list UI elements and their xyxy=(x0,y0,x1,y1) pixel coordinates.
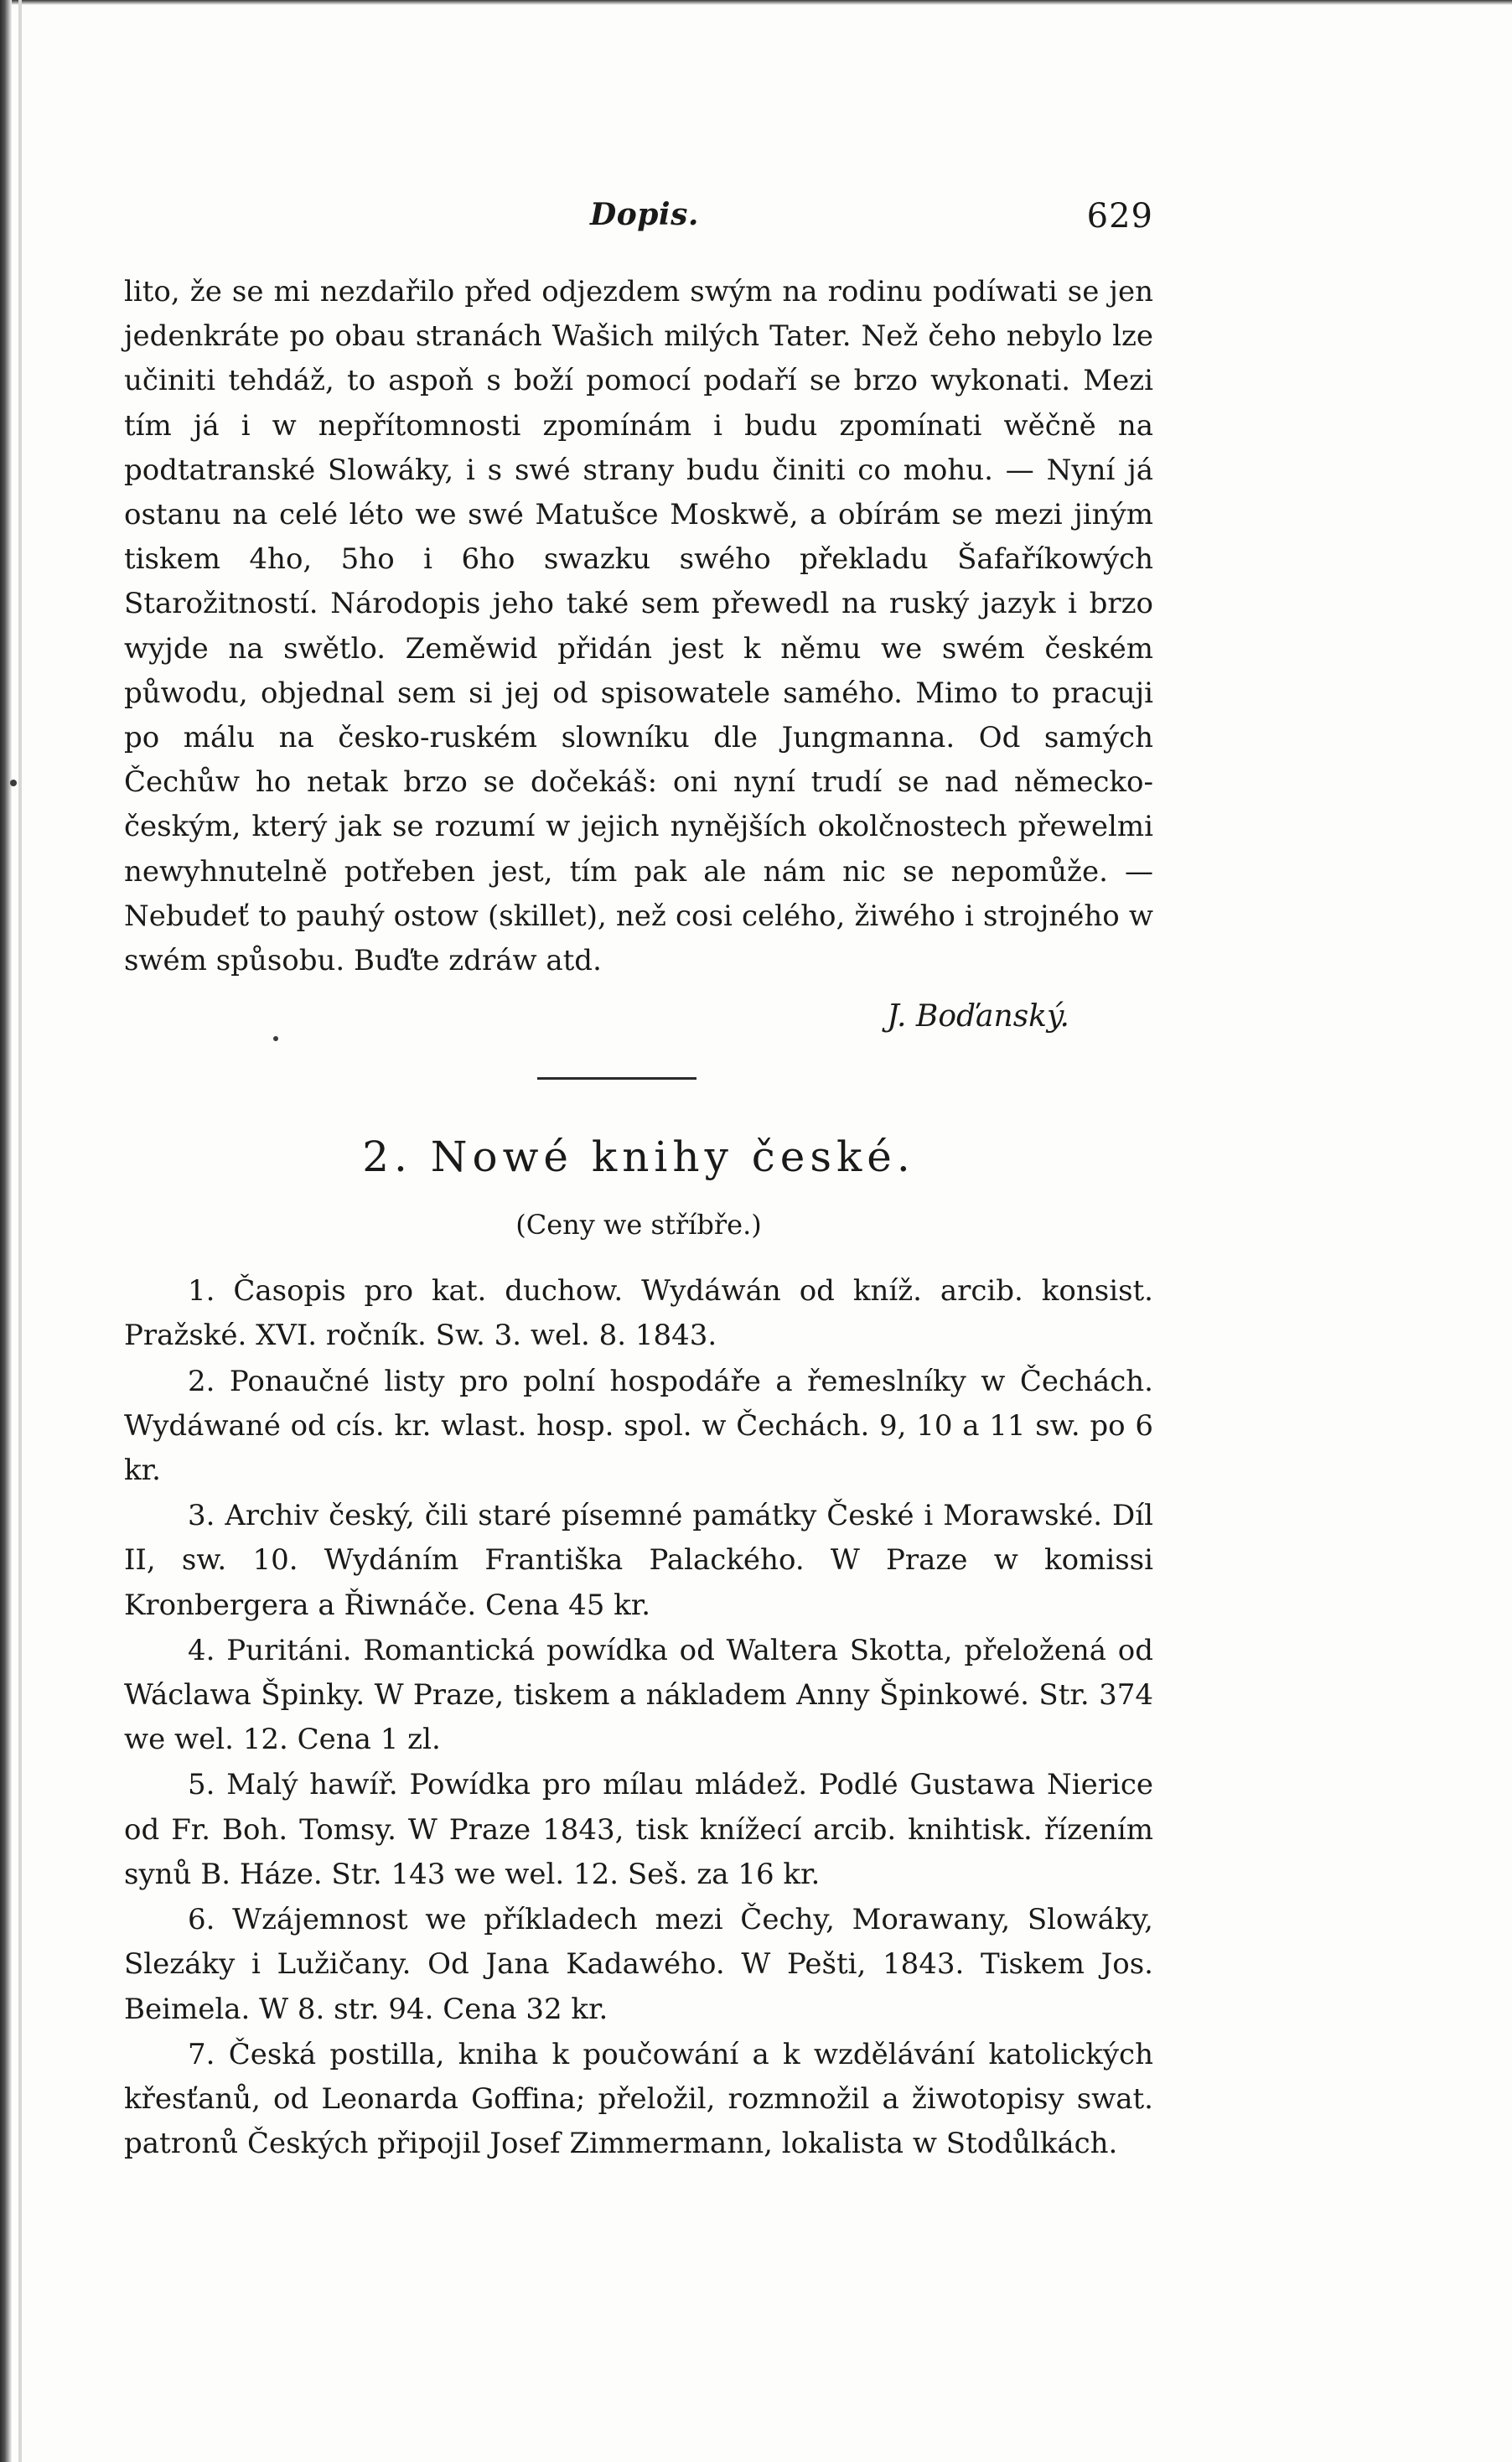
section-subtitle: (Ceny we stříbře.) xyxy=(515,1209,762,1241)
scan-edge-shadow xyxy=(18,0,22,2462)
book-entry-4: 4. Puritáni. Romantická powídka od Waltera Skotta, přeložená od Wáclawa Špinky. W Praze, tiskem a nákladem Anny Špinkowé. Str. 374 we wel. 12. Cena 1 zl. xyxy=(124,1633,1153,1757)
book-entry-3: 3. Archiv český, čili staré písemné památky České i Morawské. Díl II, sw. 10. Wydáním Františka Palackého. W Praze w komissi Kronbergera a Řiwnáče. Cena 45 kr. xyxy=(124,1499,1153,1622)
letter-paragraph: lito, že se mi nezdařilo před odjezdem swým na rodinu podíwati se jen jedenkráte po obau stranách Wašich milých Tater. Než čeho nebylo lze učiniti tehdáž, to aspoň s boží pomocí podaří se brzo wykonati. Mezi tím já i w nepřítomnosti zpomínám i budu zpomínati wěčně na podtatranské Slowáky, i s swé strany budu činiti co mohu. — Nyní já ostanu na celé léto we swé Matušce Moskwě, a obírám se mezi jiným tiskem 4ho, 5ho i 6ho swazku swého překladu Šafaříkowých Starožitností. Národopis jeho také sem přewedl na ruský jazyk i brzo wyjde na swětlo. Zeměwid přidán jest k němu we swém českém půwodu, objednal sem si jej od spisowatele samého. Mimo to pracuji po málu na česko-ruském slowníku dle Jungmanna. Od samých Čechůw ho netak brzo se dočekáš: oni nyní trudí se nad německo-českým, který jak se rozumí w jejich nynějších okolčnostech přewelmi newyhnutelně potřeben jest, tím pak ale nám nic se nepomůže. — Nebudeť to pauhý ostow (skillet), než cosi celého, žiwého i strojného w swém spůsobu. Buďte zdráw atd. xyxy=(124,275,1153,978)
book-entry-1: 1. Časopis pro kat. duchow. Wydáwán od kníž. arcib. konsist. Pražské. XVI. ročník. Sw. 3. wel. 8. 1843. xyxy=(124,1274,1153,1353)
scan-edge-top xyxy=(0,0,1512,5)
scan-speck xyxy=(10,780,17,786)
scan-edge-left xyxy=(0,0,12,2462)
book-entry-5: 5. Malý hawíř. Powídka pro mílau mládež. Podlé Gustawa Nierice od Fr. Boh. Tomsy. W Praze 1843, tisk knížecí arcib. knihtisk. řízením synů B. Háze. Str. 143 we wel. 12. Seš. za 16 kr. xyxy=(124,1768,1153,1891)
page-header xyxy=(124,197,1153,247)
book-list xyxy=(124,1269,1153,2166)
running-title: Dopis. xyxy=(590,197,699,232)
letter-body xyxy=(124,270,1153,983)
book-entry-7: 7. Česká postilla, kniha k poučowání a k wzdělávání katolických křesťanů, od Leonarda Goffina; přeložil, rozmnožil a žiwotopisy swat. patronů Českých připojil Josef Zimmermann, lokalista w Stodůlkách. xyxy=(124,2037,1153,2161)
book-entry-2: 2. Ponaučné listy pro polní hospodáře a řemeslníky w Čechách. Wydáwané od cís. kr. wlast. hosp. spol. w Čechách. 9, 10 a 11 sw. po 6 kr. xyxy=(124,1364,1153,1488)
book-entry-6: 6. Wzájemnost we příkladech mezi Čechy, Morawany, Slowáky, Slezáky i Lužičany. Od Jana Kadawého. W Pešti, 1843. Tiskem Jos. Beimela. W 8. str. 94. Cena 32 kr. xyxy=(124,1903,1153,2026)
text-column xyxy=(124,270,1153,2167)
letter-signature: J. Boďanský. xyxy=(887,999,1069,1034)
page-number: 629 xyxy=(1086,197,1153,236)
section-title: 2. Nowé knihy české. xyxy=(362,1133,915,1182)
section-divider xyxy=(537,1077,696,1080)
